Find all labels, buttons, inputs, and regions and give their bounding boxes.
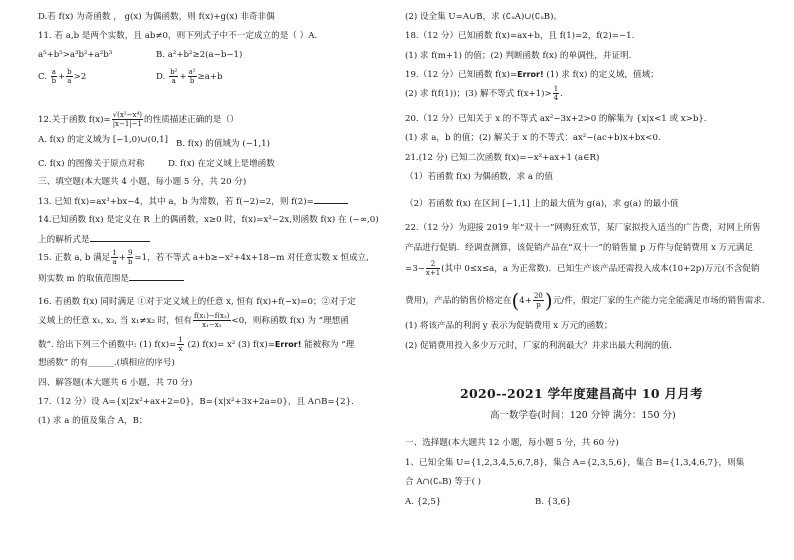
question-14: 14.已知函数 f(x) 是定义在 R 上的偶函数，x≥0 时，f(x)=x²−2x,则函数 f(x) 在 (−∞,0) xyxy=(38,215,379,225)
section-3-heading: 三、填空题(本大题共 4 小题，每小题 5 分，共 20 分) xyxy=(38,177,247,187)
question-22: 22.（12 分）为迎接 2019 年“双十一”网购狂欢节，某厂家拟投入适当的广告费，对网上所售 xyxy=(405,223,761,233)
question-16-cont2: 数”. 给出下列三个函数中: (1) f(x)= $\frac{1}{x}$ (2) f(x)= x² (3) f(x)=Error! 能被称为 “理 xyxy=(38,336,355,353)
question-16-cont3: 想函数” 的有______.(填相应的序号) xyxy=(38,358,175,368)
option-c-q11: C. $\frac{a}{b}$ + $\frac{b}{a}$ >2 xyxy=(38,68,87,85)
question-20-parts: (1) 求 a，b 的值；(2) 解关于 x 的不等式：ax²−(ac+b)x+bx<0. xyxy=(405,133,661,143)
question-15-cont: 则实数 m 的取值范围是 xyxy=(38,272,184,285)
option-a-q1: A. {2,5} xyxy=(405,497,442,507)
question-17: 17.（12 分）设 A={x|2x²+ax+2=0}，B={x|x²+3x+2a=0}，且 A∩B={2}. xyxy=(38,397,354,407)
question-12: 12.关于函数 f(x)= $\frac{\text{√(x²−x⁴)}}{|x-1|-1}$ 的性质描述正确的是（） xyxy=(38,111,239,128)
question-21: 21.(12 分) 已知二次函数 f(x)=−x²+ax+1 (a∈R) xyxy=(405,153,600,163)
option-d-q11: D. $\frac{\text{b²}}{a}$ + $\frac{\text{a²}}{b}$ ≥a+b xyxy=(156,68,223,85)
option-a-q12: A. f(x) 的定义域为 [−1,0)∪(0,1] xyxy=(38,135,168,145)
option-d-q10: D.若 f(x) 为奇函数 ， g(x) 为偶函数，则 f(x)+g(x) 非奇非偶 xyxy=(38,12,275,22)
question-17-part2: (2) 设全集 U=A∪B，求 (∁ᵤA)∪(∁ᵤB)。 xyxy=(405,12,563,22)
option-b-q12: B. f(x) 的值域为 (−1,1) xyxy=(176,139,270,149)
option-b-q11: B. a²+b²≥2(a−b−1) xyxy=(156,50,243,60)
exam-subtitle: 高一数学卷(时间：120 分钟 满分：150 分) xyxy=(490,410,676,421)
question-21-part2: （2）若函数 f(x) 在区间 [−1,1] 上的最大值为 g(a)，求 g(a) 的最小值 xyxy=(405,199,679,209)
option-a-q11: a⁵+b⁵>a³b²+a²b³ xyxy=(38,50,113,60)
question-22-part1: (1) 将该产品的利润 y 表示为促销费用 x 万元的函数； xyxy=(405,321,613,331)
question-11: 11. 若 a,b 是两个实数，且 ab≠0，则下列式子中不一定成立的是（ ）A. xyxy=(38,31,318,41)
question-17-part1: (1) 求 a 的值及集合 A，B； xyxy=(38,416,148,426)
question-22-cont2: =3− $\frac{2}{x+1}$ (其中 0≤x≤a，a 为正常数)．已知生产该产品还需投入成本(10+2p)万元(不含促销 xyxy=(405,260,760,277)
option-b-q1: B. {3,6} xyxy=(535,497,572,507)
question-16: 16. 若函数 f(x) 同时满足 ①对于定义域上的任意 x, 恒有 f(x)+f(−x)=0；②对于定 xyxy=(38,297,356,307)
question-15: 15. 正数 a, b 满足 $\frac{1}{a}$ + $\frac{9}{b}$ =1，若不等式 a+b≥−x²+4x+18−m 对任意实数 x 恒成立, xyxy=(38,249,369,266)
question-1: 1、已知全集 U={1,2,3,4,5,6,7,8}，集合 A={2,3,5,6}，集合 B={1,3,4,6,7}，则集 xyxy=(405,458,745,468)
question-13: 13. 已知 f(x)=ax³+bx−4，其中 a，b 为常数，若 f(−2)=2，则 f(2)= xyxy=(38,195,348,208)
question-19-parts: (2) 求 f(f(1))；(3) 解不等式 f(x+1)> $\frac{1}{4}$ . xyxy=(405,85,563,102)
section-4-heading: 四、解答题(本大题共 6 小题，共 70 分) xyxy=(38,378,193,388)
question-14-cont: 上的解析式是 xyxy=(38,233,150,246)
question-21-part1: （1）若函数 f(x) 为偶函数，求 a 的值 xyxy=(405,172,553,182)
question-22-cont3: 费用)，产品的销售价格定在(4+ $\frac{20}{p}$ )元/件，假定厂家的生产能力完全能满足市场的销售需求． xyxy=(405,288,771,313)
section-1-heading: 一、选择题(本大题共 12 小题，每小题 5 分，共 60 分) xyxy=(405,438,619,448)
question-16-cont1: 义域上的任意 x₁, x₂, 当 x₁≠x₂ 时，恒有 $\frac{\text{f(x₁)−f(x₂)}}{\text{x₁−x₂}}$ <0，则称函数 f(x) 为 “理想函 xyxy=(38,312,349,329)
exam-title: 2020--2021 学年度建昌高中 10 月月考 xyxy=(460,386,703,401)
question-22-cont1: 产品进行促销．经调查测算，该促销产品在“双十一”的销售量 p 万件与促销费用 x 万元满足 xyxy=(405,243,754,253)
question-1-cont: 合 A∩(∁ᵤB) 等于( ) xyxy=(405,477,482,487)
option-c-q12: C. f(x) 的图像关于原点对称 xyxy=(38,159,145,169)
question-20: 20.（12 分）已知关于 x 的不等式 ax²−3x+2>0 的解集为 {x|x<1 或 x>b}. xyxy=(405,114,707,124)
question-18-parts: (1) 求 f(m+1) 的值；(2) 判断函数 f(x) 的单调性，并证明. xyxy=(405,51,632,61)
option-d-q12: D. f(x) 在定义域上是增函数 xyxy=(168,159,275,169)
question-18: 18.（12 分）已知函数 f(x)=ax+b，且 f(1)=2，f(2)=−1. xyxy=(405,31,635,41)
question-22-part2: (2) 促销费用投入多少万元时，厂家的利润最大？并求出最大利润的值． xyxy=(405,341,678,351)
question-19: 19.（12 分）已知函数 f(x)=Error! (1) 求 f(x) 的定义域，值域； xyxy=(405,70,659,80)
